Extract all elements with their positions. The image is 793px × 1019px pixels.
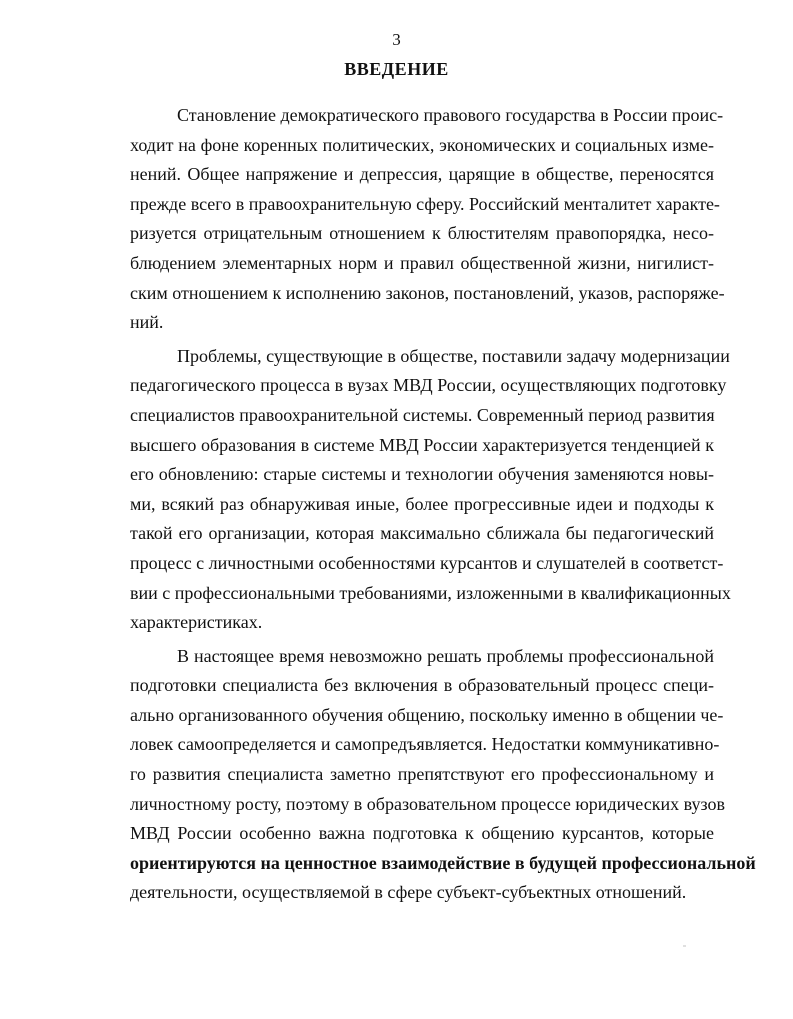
text-line: процесс с личностными особенностями курсантов и слушателей в соответст- [130, 552, 724, 573]
text-line: ризуется отрицательным отношением к блюстителям правопорядка, несо- [130, 223, 714, 244]
text-line: его обновлению: старые системы и технологии обучения заменяются новы- [130, 464, 714, 485]
text-line: педагогического процесса в вузах МВД России, осуществляющих подготовку [130, 375, 727, 396]
document-body [130, 101, 756, 912]
text-line: В настоящее время невозможно решать проблемы профессиональной [177, 645, 714, 666]
text-line: специалистов правоохранительной системы. Современный период развития [130, 404, 715, 425]
paragraph-3 [130, 642, 756, 908]
text-line: ориентируются на ценностное взаимодействие в будущей профессиональной [130, 852, 756, 873]
paragraph-1 [130, 101, 725, 338]
text-line: МВД России особенно важна подготовка к общению курсантов, которые [130, 823, 714, 844]
text-line: личностному росту, поэтому в образовательном процессе юридических вузов [130, 793, 725, 814]
text-line: ходит на фоне коренных политических, экономических и социальных изме- [130, 134, 714, 155]
paragraph-2 [130, 342, 731, 638]
text-line: ским отношением к исполнению законов, постановлений, указов, распоряже- [130, 282, 725, 303]
text-line: прежде всего в правоохранительную сферу. Российский менталитет характе- [130, 193, 720, 214]
text-line: ми, всякий раз обнаруживая иные, более прогрессивные идеи и подходы к [130, 493, 714, 514]
text-line: го развития специалиста заметно препятствуют его профессиональному и [130, 764, 714, 785]
text-line: Проблемы, существующие в обществе, поставили задачу модернизации [177, 345, 730, 366]
text-line: деятельности, осуществляемой в сфере субъект-субъектных отношений. [130, 882, 687, 903]
text-line: ально организованного обучения общению, поскольку именно в общении че- [130, 704, 724, 725]
text-line: подготовки специалиста без включения в образовательный процесс специ- [130, 675, 714, 696]
text-line: вии с профессиональными требованиями, изложенными в квалификационных [130, 582, 731, 603]
text-line: Становление демократического правового государства в России проис- [177, 105, 724, 125]
scan-artifact [683, 945, 686, 947]
text-line: ний. [130, 312, 164, 333]
text-line: нений. Общее напряжение и депрессия, царящие в обществе, переносятся [130, 164, 714, 185]
page-title: ВВЕДЕНИЕ [344, 59, 449, 79]
text-line: блюдением элементарных норм и правил общественной жизни, нигилист- [130, 252, 714, 273]
text-line: такой его организации, которая максимально сближала бы педагогический [130, 523, 714, 544]
text-line: характеристиках. [130, 612, 263, 633]
page-number: 3 [392, 30, 401, 49]
text-line: высшего образования в системе МВД России характеризуется тенденцией к [130, 434, 714, 455]
text-line: ловек самоопределяется и самопредъявляется. Недостатки коммуникативно- [130, 734, 720, 755]
